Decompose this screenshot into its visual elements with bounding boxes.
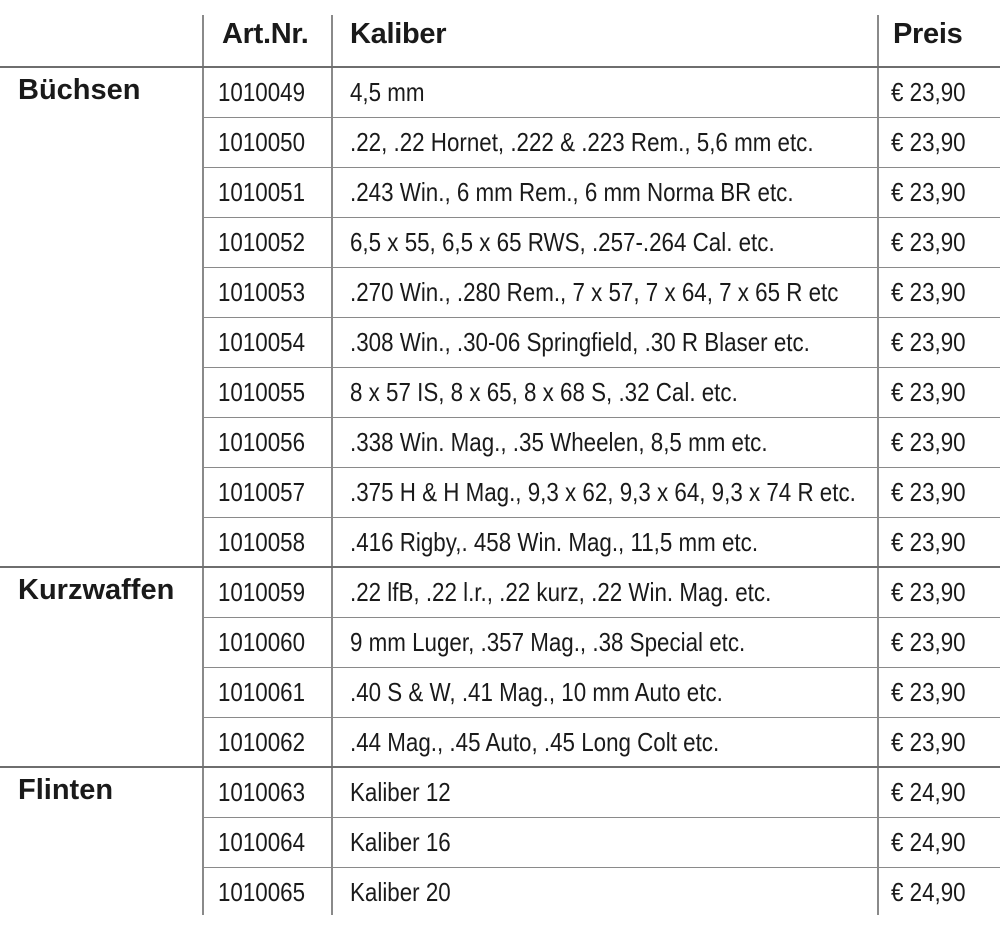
preis-cell: € 23,90 <box>891 627 966 657</box>
group-label: Büchsen <box>18 74 141 106</box>
row-divider <box>203 667 1000 668</box>
row-divider <box>203 867 1000 868</box>
kaliber-cell: Kaliber 12 <box>350 777 451 807</box>
row-divider <box>203 467 1000 468</box>
preis-cell: € 23,90 <box>891 477 966 507</box>
kaliber-cell: 4,5 mm <box>350 77 425 107</box>
kaliber-cell: .338 Win. Mag., .35 Wheelen, 8,5 mm etc. <box>350 427 768 457</box>
column-divider-1 <box>202 15 204 915</box>
preis-cell: € 23,90 <box>891 77 966 107</box>
row-divider <box>203 717 1000 718</box>
preis-cell: € 23,90 <box>891 377 966 407</box>
group-divider <box>0 566 1000 568</box>
artnr-cell: 1010063 <box>218 777 306 807</box>
preis-cell: € 24,90 <box>891 777 966 807</box>
artnr-cell: 1010051 <box>218 177 306 207</box>
artnr-cell: 1010052 <box>218 227 306 257</box>
group-label: Kurzwaffen <box>18 574 175 606</box>
kaliber-cell: .44 Mag., .45 Auto, .45 Long Colt etc. <box>350 727 720 757</box>
artnr-cell: 1010065 <box>218 877 306 907</box>
group-label: Flinten <box>18 774 114 806</box>
artnr-cell: 1010050 <box>218 127 306 157</box>
header-preis: Preis <box>893 18 963 50</box>
artnr-cell: 1010058 <box>218 527 306 557</box>
kaliber-cell: .416 Rigby,. 458 Win. Mag., 11,5 mm etc. <box>350 527 759 557</box>
preis-cell: € 23,90 <box>891 677 966 707</box>
artnr-cell: 1010062 <box>218 727 306 757</box>
kaliber-cell: Kaliber 20 <box>350 877 451 907</box>
column-divider-2 <box>331 15 333 915</box>
row-divider <box>203 817 1000 818</box>
kaliber-cell: .243 Win., 6 mm Rem., 6 mm Norma BR etc. <box>350 177 794 207</box>
kaliber-cell: .22 lfB, .22 l.r., .22 kurz, .22 Win. Mag. etc. <box>350 577 772 607</box>
preis-cell: € 23,90 <box>891 177 966 207</box>
preis-cell: € 23,90 <box>891 227 966 257</box>
artnr-cell: 1010059 <box>218 577 306 607</box>
kaliber-cell: .22, .22 Hornet, .222 & .223 Rem., 5,6 mm etc. <box>350 127 814 157</box>
kaliber-cell: Kaliber 16 <box>350 827 451 857</box>
header-artnr: Art.Nr. <box>222 18 309 50</box>
artnr-cell: 1010053 <box>218 277 306 307</box>
header-kaliber: Kaliber <box>350 18 447 50</box>
kaliber-cell: 6,5 x 55, 6,5 x 65 RWS, .257-.264 Cal. etc. <box>350 227 775 257</box>
row-divider <box>203 367 1000 368</box>
artnr-cell: 1010057 <box>218 477 306 507</box>
row-divider <box>203 617 1000 618</box>
kaliber-cell: .308 Win., .30-06 Springfield, .30 R Blaser etc. <box>350 327 810 357</box>
preis-cell: € 23,90 <box>891 127 966 157</box>
artnr-cell: 1010056 <box>218 427 306 457</box>
table-header <box>0 0 1000 67</box>
kaliber-cell: .375 H & H Mag., 9,3 x 62, 9,3 x 64, 9,3 x 74 R etc. <box>350 477 856 507</box>
artnr-cell: 1010055 <box>218 377 306 407</box>
artnr-cell: 1010054 <box>218 327 306 357</box>
preis-cell: € 23,90 <box>891 427 966 457</box>
group-divider <box>0 766 1000 768</box>
artnr-cell: 1010064 <box>218 827 306 857</box>
preis-cell: € 23,90 <box>891 727 966 757</box>
kaliber-cell: 8 x 57 IS, 8 x 65, 8 x 68 S, .32 Cal. etc. <box>350 377 738 407</box>
artnr-cell: 1010049 <box>218 77 306 107</box>
preis-cell: € 23,90 <box>891 527 966 557</box>
preis-cell: € 23,90 <box>891 277 966 307</box>
preis-cell: € 23,90 <box>891 327 966 357</box>
artnr-cell: 1010060 <box>218 627 306 657</box>
kaliber-cell: .270 Win., .280 Rem., 7 x 57, 7 x 64, 7 x 65 R etc <box>350 277 839 307</box>
kaliber-cell: .40 S & W, .41 Mag., 10 mm Auto etc. <box>350 677 723 707</box>
row-divider <box>203 167 1000 168</box>
column-divider-3 <box>877 15 879 915</box>
row-divider <box>203 117 1000 118</box>
row-divider <box>203 267 1000 268</box>
preis-cell: € 23,90 <box>891 577 966 607</box>
row-divider <box>203 517 1000 518</box>
group-divider <box>0 66 1000 68</box>
row-divider <box>203 217 1000 218</box>
row-divider <box>203 317 1000 318</box>
kaliber-cell: 9 mm Luger, .357 Mag., .38 Special etc. <box>350 627 746 657</box>
artnr-cell: 1010061 <box>218 677 306 707</box>
preis-cell: € 24,90 <box>891 877 966 907</box>
row-divider <box>203 417 1000 418</box>
preis-cell: € 24,90 <box>891 827 966 857</box>
